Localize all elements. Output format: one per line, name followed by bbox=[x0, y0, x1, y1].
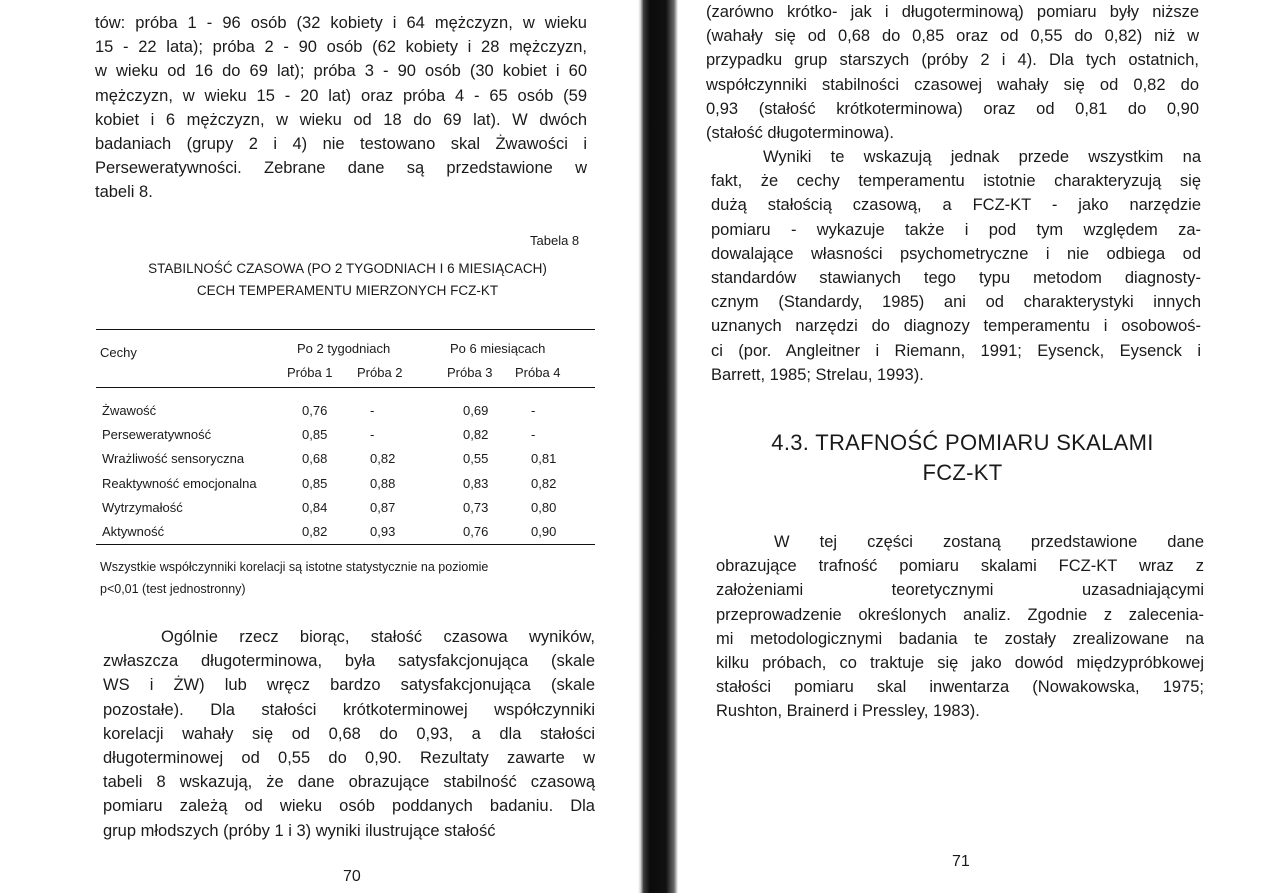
table-row-label: Aktywność bbox=[102, 524, 165, 539]
text-line: obrazujące trafność pomiaru skalami FCZ-KT wraz z bbox=[716, 557, 1204, 576]
text-line: stałości pomiaru skal inwentarza (Nowakowska, 1975; bbox=[716, 678, 1204, 697]
column-header-proba-1: Próba 1 bbox=[287, 365, 333, 380]
table-row-label: Żwawość bbox=[102, 403, 157, 418]
table-cell: 0,76 bbox=[302, 403, 328, 418]
column-header-proba-3: Próba 3 bbox=[447, 365, 493, 380]
text-line: tów: próba 1 - 96 osób (32 kobiety i 64 mężczyzn, w wieku bbox=[95, 14, 587, 32]
text-line: Rushton, Brainerd i Pressley, 1983). bbox=[716, 702, 980, 721]
text-line: tabeli 8 wskazują, że dane obrazujące stabilność czasową bbox=[103, 773, 595, 792]
table-row-label: Reaktywność emocjonalna bbox=[102, 475, 257, 491]
text-line: dużą stałością czasową, a FCZ-KT - jako narzędzie bbox=[711, 196, 1201, 215]
column-group-header-2-weeks: Po 2 tygodniach bbox=[297, 341, 391, 356]
text-line: przypadku grup starszych (próby 2 i 4). Dla tych ostatnich, bbox=[706, 51, 1199, 70]
table-row-label: Perseweratywność bbox=[102, 427, 212, 443]
text-line: cznym (Standardy, 1985) ani od charakterystyki innych bbox=[711, 293, 1201, 312]
text-line: fakt, że cechy temperamentu istotnie charakteryzują się bbox=[711, 172, 1201, 191]
right-paragraph-3 bbox=[716, 530, 1204, 724]
section-heading-line-1: 4.3. TRAFNOŚĆ POMIARU SKALAMI bbox=[771, 430, 1154, 455]
table-cell: 0,88 bbox=[370, 475, 396, 491]
table-cell: 0,85 bbox=[302, 427, 328, 443]
table-note-line-1: Wszystkie współczynniki korelacji są istotne statystycznie na poziomie bbox=[100, 560, 489, 574]
table-cell: 0,84 bbox=[302, 499, 328, 515]
text-line: Ogólnie rzecz biorąc, stałość czasowa wyników, bbox=[161, 628, 595, 646]
text-line: 0,93 (stałość krótkoterminowa) oraz od 0,81 do 0,90 bbox=[706, 99, 1199, 118]
table-cell: 0,82 bbox=[463, 427, 489, 443]
text-line: długoterminowej od 0,55 do 0,90. Rezultaty zawarte w bbox=[103, 749, 595, 768]
text-line: w wieku od 16 do 69 lat); próba 3 - 90 osób (30 kobiet i 60 bbox=[95, 62, 587, 81]
right-paragraph-2 bbox=[711, 145, 1201, 387]
text-line: ci (por. Angleitner i Riemann, 1991; Eysenck, Eysenck i bbox=[711, 341, 1201, 360]
text-line: uznanych narzędzi do diagnozy temperamentu i osobowoś- bbox=[711, 317, 1201, 336]
text-line: współczynniki stabilności czasowej wahały się od 0,82 do bbox=[706, 75, 1199, 94]
text-line: grup młodszych (próby 1 i 3) wyniki ilustrujące stałość bbox=[103, 821, 496, 840]
text-line: pozostałe). Dla stałości krótkoterminowej współczynniki bbox=[103, 700, 595, 719]
table-cell: 0,76 bbox=[463, 524, 489, 539]
table-title-line-2: CECH TEMPERAMENTU MIERZONYCH FCZ-KT bbox=[196, 283, 499, 298]
table-cell: 0,81 bbox=[531, 451, 557, 467]
text-line: przeprowadzenie określonych analiz. Zgodnie z zalecenia- bbox=[716, 605, 1204, 624]
table-cell: 0,82 bbox=[531, 475, 557, 491]
page-number-left: 70 bbox=[343, 868, 361, 885]
text-line: badaniach (grupy 2 i 4) nie testowano skal Żwawości i bbox=[95, 135, 587, 154]
table-cell: 0,55 bbox=[463, 451, 489, 467]
table-cell: 0,82 bbox=[370, 451, 396, 467]
text-line: Perseweratywności. Zebrane dane są przedstawione w bbox=[95, 159, 587, 178]
table-cell: - bbox=[531, 427, 536, 443]
text-line: pomiaru zależą od wieku osób poddanych badaniu. Dla bbox=[103, 797, 595, 816]
text-line: pomiaru - wykazuje także i pod tym względem za- bbox=[711, 220, 1201, 239]
table-note-line-2: p<0,01 (test jednostronny) bbox=[100, 582, 246, 596]
text-line: standardów stawianych tego typu metodom diagnosty- bbox=[711, 269, 1201, 288]
table-number: Tabela 8 bbox=[530, 233, 580, 248]
text-line: (wahały się od 0,68 do 0,85 oraz od 0,55 do 0,82) niż w bbox=[706, 27, 1199, 46]
table-cell: 0,80 bbox=[531, 499, 557, 515]
table-cell: 0,87 bbox=[370, 499, 396, 515]
text-line: założeniami teoretycznymi uzasadniającymi bbox=[716, 581, 1204, 600]
page-number-right: 71 bbox=[952, 853, 970, 870]
table-cell: 0,85 bbox=[302, 475, 328, 491]
table-cell: 0,69 bbox=[463, 403, 489, 418]
text-line: (zarówno krótko- jak i długoterminową) pomiaru były niższe bbox=[706, 3, 1199, 21]
table-cell: - bbox=[370, 427, 375, 443]
table-cell: 0,83 bbox=[463, 475, 489, 491]
text-line: kilku próbach, co traktuje się jako dowód międzypróbkowej bbox=[716, 654, 1204, 673]
table-title-line-1: STABILNOŚĆ CZASOWA (PO 2 TYGODNIACH I 6 MIESIĄCACH) bbox=[148, 261, 547, 276]
table-cell: - bbox=[370, 403, 375, 418]
table-cell: 0,73 bbox=[463, 499, 489, 515]
text-line: 15 - 22 lata); próba 2 - 90 osób (62 kobiety i 28 mężczyzn, bbox=[95, 38, 587, 57]
text-line: W tej części zostaną przedstawione dane bbox=[774, 533, 1204, 551]
right-paragraph-1 bbox=[706, 0, 1199, 145]
text-line: mi metodologicznymi badania te zostały zrealizowane na bbox=[716, 629, 1204, 648]
text-line: mężczyzn, w wieku 15 - 20 lat) oraz próba 4 - 65 osób (59 bbox=[95, 86, 587, 105]
text-line: Wyniki te wskazują jednak przede wszystkim na bbox=[763, 148, 1201, 166]
column-header-proba-4: Próba 4 bbox=[515, 365, 561, 380]
text-line: dowalające własności psychometryczne i nie odbiega od bbox=[711, 244, 1201, 263]
text-line: korelacji wahały się od 0,68 do 0,93, a dla stałości bbox=[103, 724, 595, 743]
section-heading bbox=[735, 428, 1190, 488]
table-cell: 0,82 bbox=[302, 524, 328, 539]
text-line: Barrett, 1985; Strelau, 1993). bbox=[711, 365, 924, 384]
table-cell: - bbox=[531, 403, 536, 418]
column-group-header-6-months: Po 6 miesiącach bbox=[450, 341, 546, 356]
table-cell: 0,68 bbox=[302, 451, 328, 467]
text-line: (stałość długoterminowa). bbox=[706, 124, 894, 143]
section-heading-line-2: FCZ-KT bbox=[922, 460, 1003, 485]
column-header-cechy: Cechy bbox=[100, 345, 137, 360]
text-line: zwłaszcza długoterminowa, była satysfakcjonująca (skale bbox=[103, 652, 595, 671]
table-row-label: Wytrzymałość bbox=[102, 499, 183, 515]
column-header-proba-2: Próba 2 bbox=[357, 365, 403, 380]
table-cell: 0,90 bbox=[531, 524, 557, 539]
table-row-label: Wrażliwość sensoryczna bbox=[102, 451, 245, 467]
text-line: WS i ŻW) lub wręcz bardzo satysfakcjonująca (skale bbox=[103, 676, 595, 695]
table-cell: 0,93 bbox=[370, 524, 396, 539]
text-line: tabeli 8. bbox=[95, 183, 153, 202]
text-line: kobiet i 6 mężczyzn, w wieku od 18 do 69 lat). W dwóch bbox=[95, 110, 587, 129]
